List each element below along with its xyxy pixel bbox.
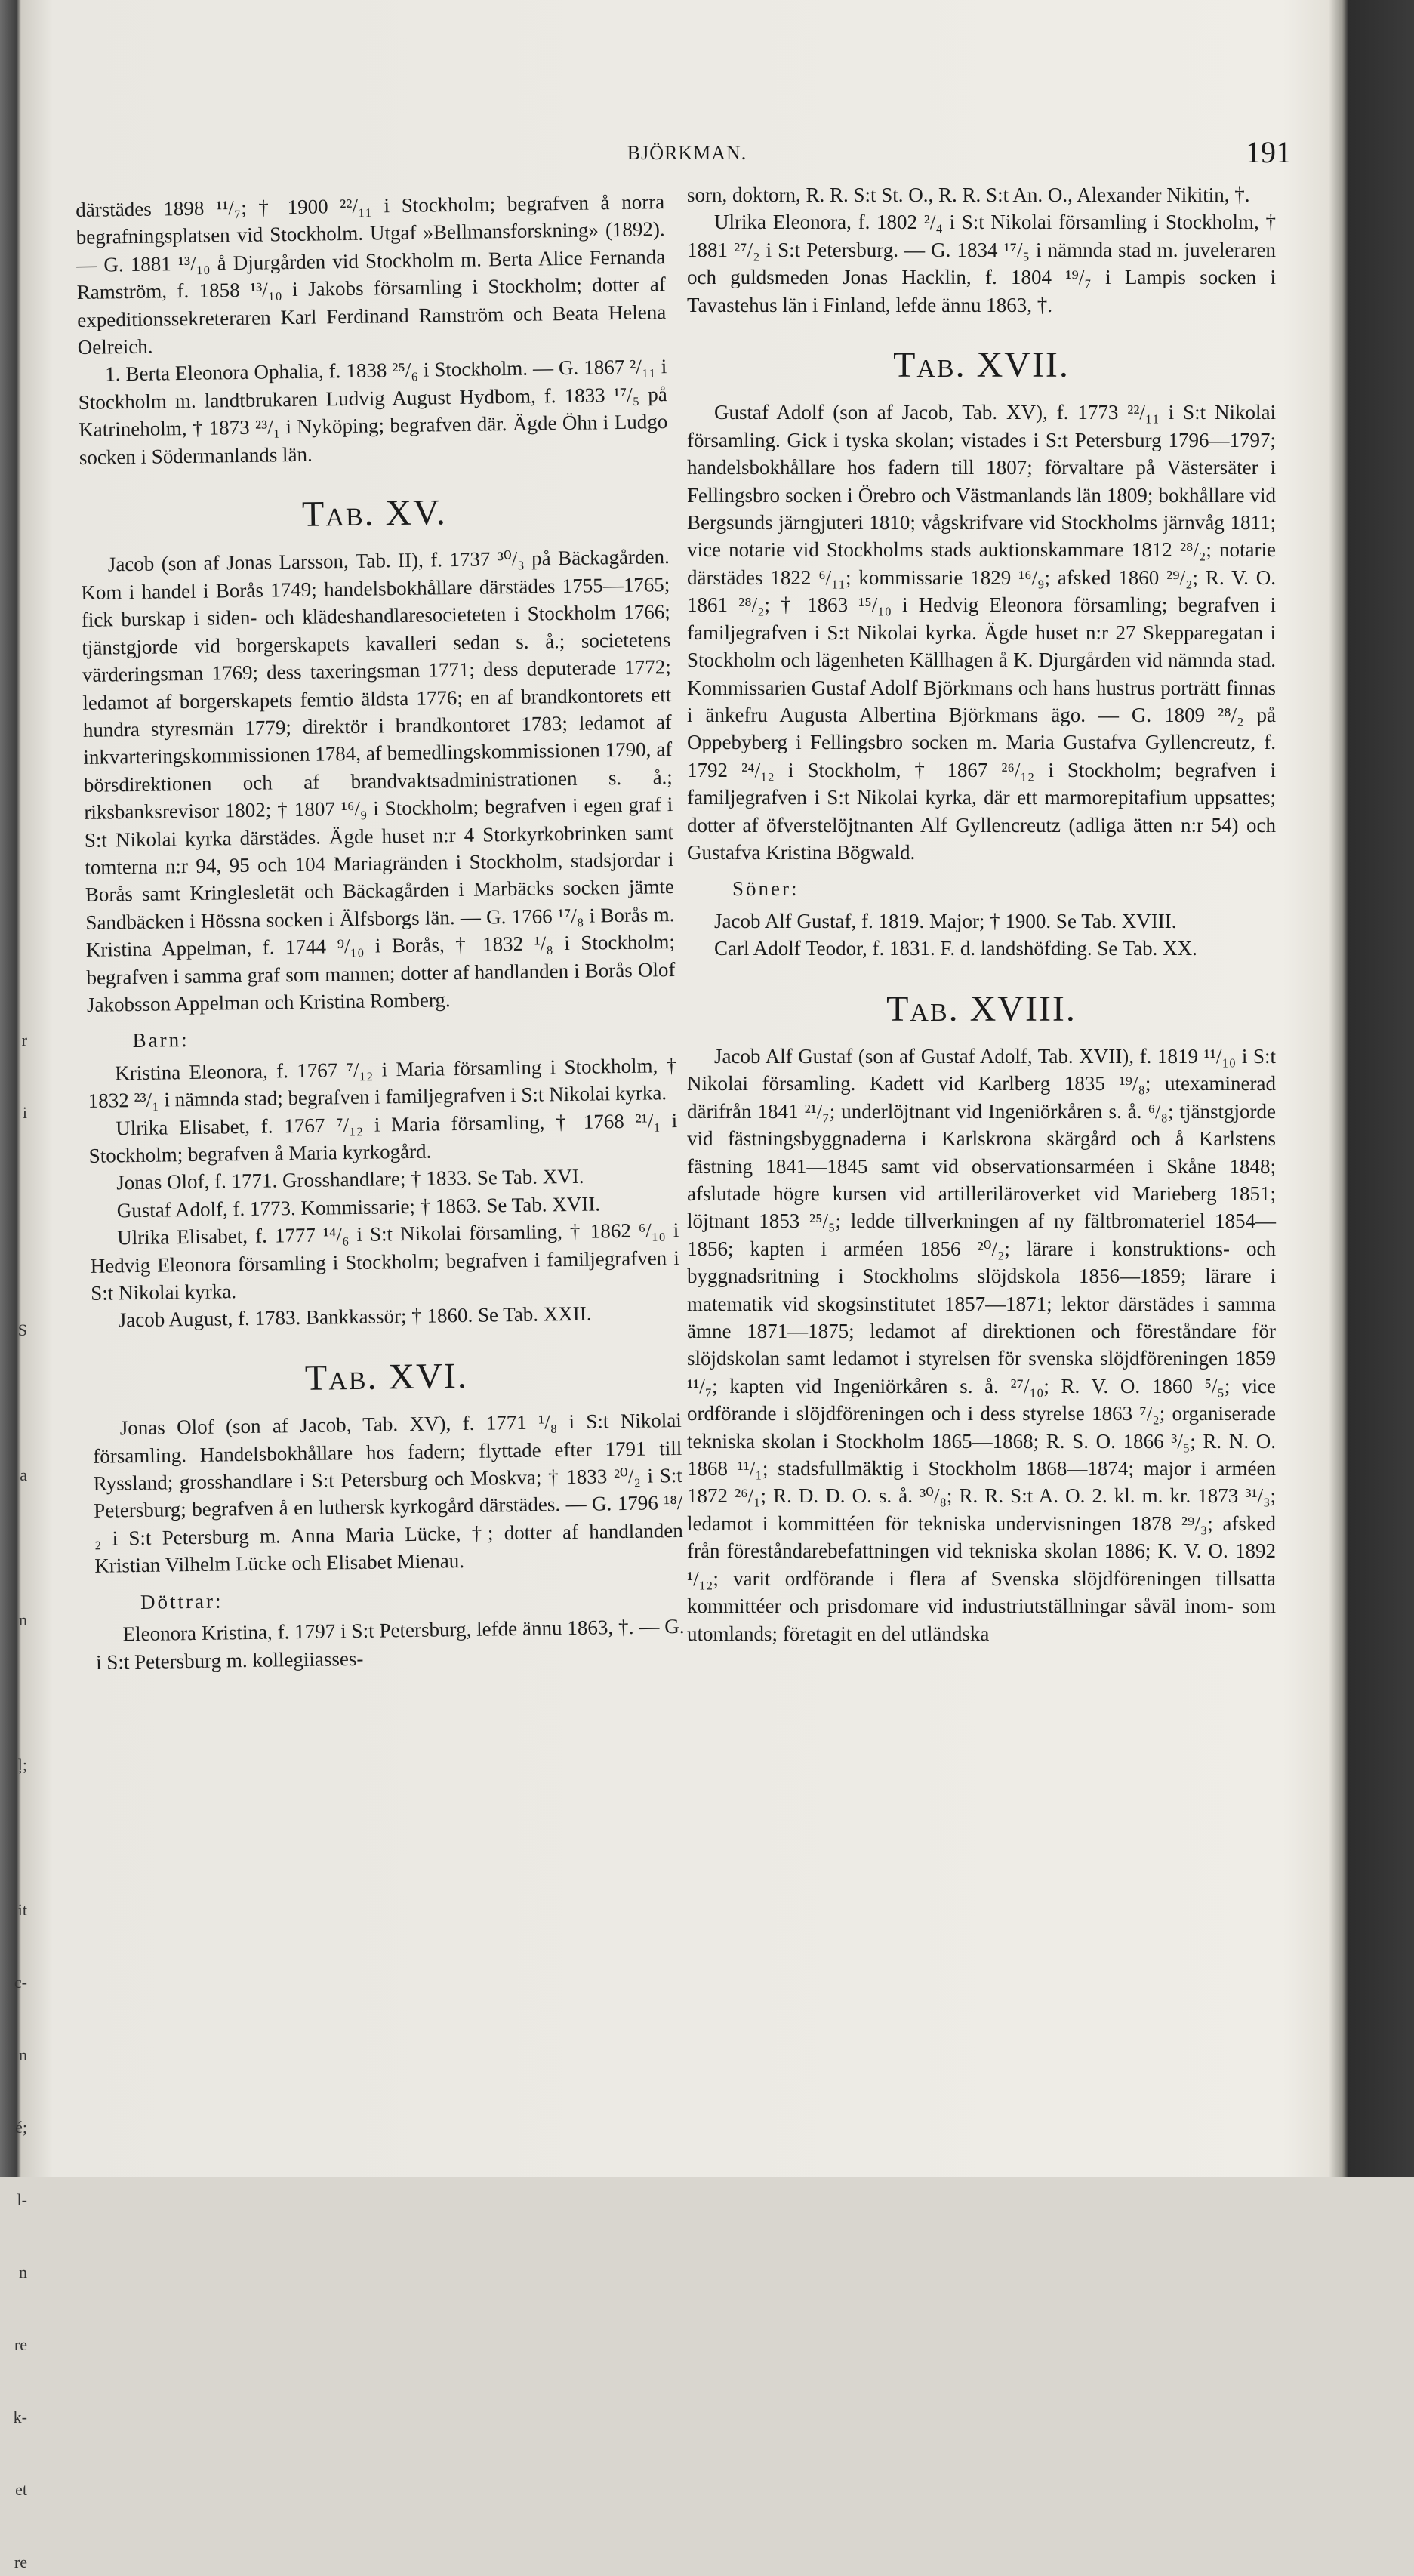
son-entry: Jacob Alf Gustaf, f. 1819. Major; † 1900. Se Tab. XVIII. <box>714 909 1177 932</box>
left-column <box>75 188 685 1676</box>
previous-page-fragment: n <box>19 2045 27 2064</box>
child-entry: Ulrika Elisabet, f. 1777 ¹⁴/₆ i S:t Nikolai församling, † 1862 ⁶/₁₀ i Hedvig Eleonora församling i Stockholm; begrafven i familjegrafven i S:t Nikolai kyrka. <box>90 1219 679 1305</box>
page-number: 191 <box>1246 135 1291 169</box>
tab-xvii-heading: Tab. XVII. <box>893 345 1070 386</box>
tab-xv-body: Jacob (son af Jonas Larsson, Tab. II), f. 1737 ³⁰/₃ på Bäckagården. Kom i handel i Borås 1749; handelsbokhållare därstädes 1755—1765; fick burskap i siden- och klädeshandlaresocieteten i Stockholm 1766; tjänstgjorde vid borgerskapets kavalleri sedan s. å.; societetens värderingsman 1769; dess taxeringsman 1771; dess deputerade 1772; ledamot af borgerskapets femtio äldsta 1776; en af brandkontorets ett hundra styresmän 1779; direktör i brandkontoret 1783; ledamot af inkvarteringskommissionen 1784, af bemedlingskommissionen 1790, af börsdirektionen och af brandvaktsadministrationen s. å.; riksbanksrevisor 1802; † 1807 ¹⁶/₉ i Stockholm; begrafven i egen graf i S:t Nikolai kyrka därstädes. Ägde huset n:r 4 Storkyrkobrinken samt tomterna n:r 94, 95 och 104 Mariagränden i Stockholm, stadsjordar i Borås samt Kringlesletät och Bäckagården i Marbäcks socken jämte Sandbäcken i Hössna socken i Älfsborgs län. — G. 1766 ¹⁷/₈ i Borås m. Kristina Appelman, f. 1744 ⁹/₁₀ i Borås, † 1832 ¹/₈ i Stockholm; begrafven i samma graf som mannen; dotter af handlanden i Borås Olof Jakobsson Appelman och Kristina Romberg. <box>81 545 676 1016</box>
tab-xviii-heading: Tab. XVIII. <box>886 988 1077 1029</box>
previous-page-fragment <box>0 1824 32 1851</box>
previous-page-fragment: l- <box>17 2190 27 2209</box>
previous-page-fragment: k- <box>13 2408 27 2427</box>
child-entry: Jacob August, f. 1783. Bankkassör; † 1860. Se Tab. XXII. <box>118 1302 592 1332</box>
barn-label: Barn: <box>132 1028 189 1052</box>
previous-page-fragment <box>0 1679 32 1706</box>
previous-page-fragment: é; <box>15 2118 27 2137</box>
ulrika-entry: Ulrika Eleonora, f. 1802 ²/₄ i S:t Nikolai församling i Stockholm, † 1881 ²⁷/₂ i S:t Petersburg. — G. 1834 ¹⁷/₅ i nämnda stad m. juveleraren och guldsmeden Jonas Hacklin, f. 1804 ¹⁹/₇ i Lampis socken i Tavastehus län i Finland, lefde ännu 1863, †. <box>687 211 1276 316</box>
tab-xvi-heading: Tab. XVI. <box>304 1355 469 1398</box>
intro-paragraph-2: 1. Berta Eleonora Ophalia, f. 1838 ²⁵/₆ i Stockholm. — G. 1867 ²/₁₁ i Stockholm m. landtbrukaren Ludvig August Hydbom, f. 1833 ¹⁷/₅ på Katrineholm, † 1873 ²³/₁ i Nyköping; begrafven där. Ägde Öhn i Ludgo socken i Södermanlands län. <box>78 355 668 469</box>
child-entry: Jonas Olof, f. 1771. Grosshandlare; † 1833. Se Tab. XVI. <box>116 1165 584 1194</box>
right-column <box>687 181 1276 1647</box>
son-entry: Carl Adolf Teodor, f. 1831. F. d. landshöfding. Se Tab. XX. <box>714 937 1197 960</box>
previous-page-fragment <box>0 1172 32 1199</box>
previous-page-fragment: r <box>21 1031 27 1049</box>
dottrar-label: Döttrar: <box>140 1589 223 1613</box>
previous-page-fragment: n <box>19 2263 27 2282</box>
page-header <box>83 134 1291 180</box>
daughter-entry: Eleonora Kristina, f. 1797 i S:t Petersburg, lefde ännu 1863, †. — G. i S:t Petersburg m. kollegiiasses- <box>95 1615 685 1674</box>
previous-page-edge <box>0 45 32 2571</box>
child-entry: Gustaf Adolf, f. 1773. Kommissarie; † 1863. Se Tab. XVII. <box>116 1192 601 1222</box>
child-entry: Kristina Eleonora, f. 1767 ⁷/₁₂ i Maria församling i Stockholm, † 1832 ²³/₁ i nämnda stad; begrafven i familjegrafven i S:t Nikolai kyrka. <box>88 1053 677 1113</box>
previous-page-fragment <box>0 1389 32 1416</box>
previous-page-fragment <box>0 1534 32 1561</box>
intro-paragraph-1: därstädes 1898 ¹¹/₇; † 1900 ²²/₁₁ i Stockholm; begrafven å norra begrafningsplatsen vid Stockholm. Utgaf »Bellmansforskning» (1892). — G. 1881 ¹³/₁₀ å Djurgården vid Stockholm m. Berta Alice Fernanda Ramström, f. 1858 ¹³/₁₀ i Jakobs församling i Stockholm; dotter af expeditionssekreteraren Karl Ferdinand Ramström och Beata Helena Oelreich. <box>75 190 667 359</box>
tab-xv-heading: Tab. XV. <box>301 492 448 535</box>
previous-page-fragment: i <box>22 1103 27 1122</box>
tab-xviii-body: Jacob Alf Gustaf (son af Gustaf Adolf, Tab. XVII), f. 1819 ¹¹/₁₀ i S:t Nikolai församling. Kadett vid Karlberg 1835 ¹⁹/₈; utexaminerad därifrån 1841 ²¹/₇; underlöjtnant vid Ingeniörkåren s. å. ⁶/₈; tjänstgjorde vid fästningsbyggnaderna i Karlskrona skärgård och å Karlstens fästning 1841—1845 samt vid observationsarméen i Skåne 1848; afslutade högre kursen vid artilleriläroverket vid Marieberg 1851; löjtnant 1853 ²⁵/₅; ledde tillverkningen af ny fältbromateriel 1854—1856; kapten i arméen 1856 ²⁰/₂; lärare i konstruktions- och byggnadsritning i Stockholms slöjdskola 1856—1859; lärare i matematik vid skogsinstitutet 1857—1871; lektor därstädes i samma ämne 1871—1875; ledamot af direktionen och föreståndare för slöjdskolan samt ledamot i styrelsen för svenska slöjdföreningen 1859 ¹¹/₇; kapten vid Ingeniörkåren s. å. ²⁷/₁₀; R. V. O. 1860 ⁵/₅; vice ordförande i slöjdföreningen och i dess styrelse 1863 ⁷/₂; organiserade tekniska skolan i Stockholm 1865—1868; R. S. O. 1866 ³/₅; R. N. O. 1868 ¹¹/₁; stadsfullmäktig i Stockholm 1868—1874; major i arméen 1872 ²⁶/₁; R. D. D. O. s. å. ³⁰/₈; R. R. S:t A. O. 2. kl. m. kr. 1873 ³¹/₃; ledamot i kommittéen för tekniska undervisningen 1878 ²⁹/₃; afsked från föreståndarebefattningen vid tekniska skolan 1886; K. V. O. 1892 ¹/₁₂; varit ordförande i flera af Svenska slöjdföreningen tillsatta kommittéer och prisdomare vid industriutställningar såväl inom- som utomlands; företagit en del utländska <box>687 1044 1276 1645</box>
previous-page-fragment: S <box>17 1320 27 1339</box>
previous-page-fragment <box>0 1244 32 1271</box>
child-entry: Ulrika Elisabet, f. 1767 ⁷/₁₂ i Maria församling, † 1768 ²¹/₁ i Stockholm; begrafven å Maria kyrkogård. <box>88 1108 678 1167</box>
previous-page-fragment: re <box>14 2553 27 2571</box>
continuation-paragraph: sorn, doktorn, R. R. S:t St. O., R. R. S:t An. O., Alexander Nikitin, †. <box>687 183 1250 206</box>
previous-page-fragment: et <box>15 2480 27 2499</box>
soner-label: Söner: <box>732 877 799 901</box>
running-head: BJÖRKMAN. <box>627 142 747 164</box>
previous-page-fragment: ļ; <box>17 1755 27 1774</box>
tab-xvi-body: Jonas Olof (son af Jacob, Tab. XV), f. 1771 ¹/₈ i S:t Nikolai församling. Handelsbokhållare hos fadern; flyttade efter 1791 till Ryssland; grosshandlare i S:t Petersburg och Moskva; † 1833 ²⁰/₂ i S:t Petersburg; begrafven å en luthersk kyrkogård därstädes. — G. 1796 ¹⁸/₂ i S:t Petersburg m. Anna Maria Lücke, †; dotter af handlanden Kristian Vilhelm Lücke och Elisabet Mienau. <box>93 1409 683 1578</box>
previous-page-fragment: re <box>14 2335 27 2354</box>
previous-page-fragment: c- <box>14 1973 27 1992</box>
tab-xvii-body: Gustaf Adolf (son af Jacob, Tab. XV), f. 1773 ²²/₁₁ i S:t Nikolai församling. Gick i tyska skolan; vistades i S:t Petersburg 1796—1797; handelsbokhållare hos fadern till 1807; förvaltare på Västersäter i Fellingsbro socken i Örebro och Västmanlands län 1809; bokhållare vid Bergsunds järngjuteri 1810; vågskrifvare vid Stockholms järnvåg 1811; vice notarie vid Stockholms stads auktionskammare 1812 ²⁸/₂; notarie därstädes 1822 ⁶/₁₁; kommissarie 1829 ¹⁶/₉; afsked 1860 ²⁹/₂; R. V. O. 1861 ²⁸/₂; † 1863 ¹⁵/₁₀ i Hedvig Eleonora församling; begrafven i familjegrafven i S:t Nikolai kyrka. Ägde huset n:r 27 Skepparegatan i Stockholm och lägenheten Källhagen å K. Djurgården vid nämnda stad. Kommissarien Gustaf Adolf Björkmans och hans hustrus porträtt finnas i änkefru Augusta Albertina Björkmans ägo. — G. 1809 ²⁸/₂ på Oppebyberg i Fellingsbro socken m. Maria Gustafva Gyllencreutz, f. 1792 ²⁴/₁₂ i Stockholm, † 1867 ²⁶/₁₂ i Stockholm; begrafven i familjegrafven i S:t Nikolai kyrka, där ett marmorepitafium uppsattes; dotter af öfverstelöjtnanten Alf Gyllencreutz (adliga ätten n:r 54) och Gustafva Kristina Bögwald. <box>687 401 1276 864</box>
previous-page-fragment: it <box>17 1900 27 1919</box>
previous-page-fragment: n <box>19 1610 27 1629</box>
previous-page-fragment: a <box>20 1465 27 1484</box>
